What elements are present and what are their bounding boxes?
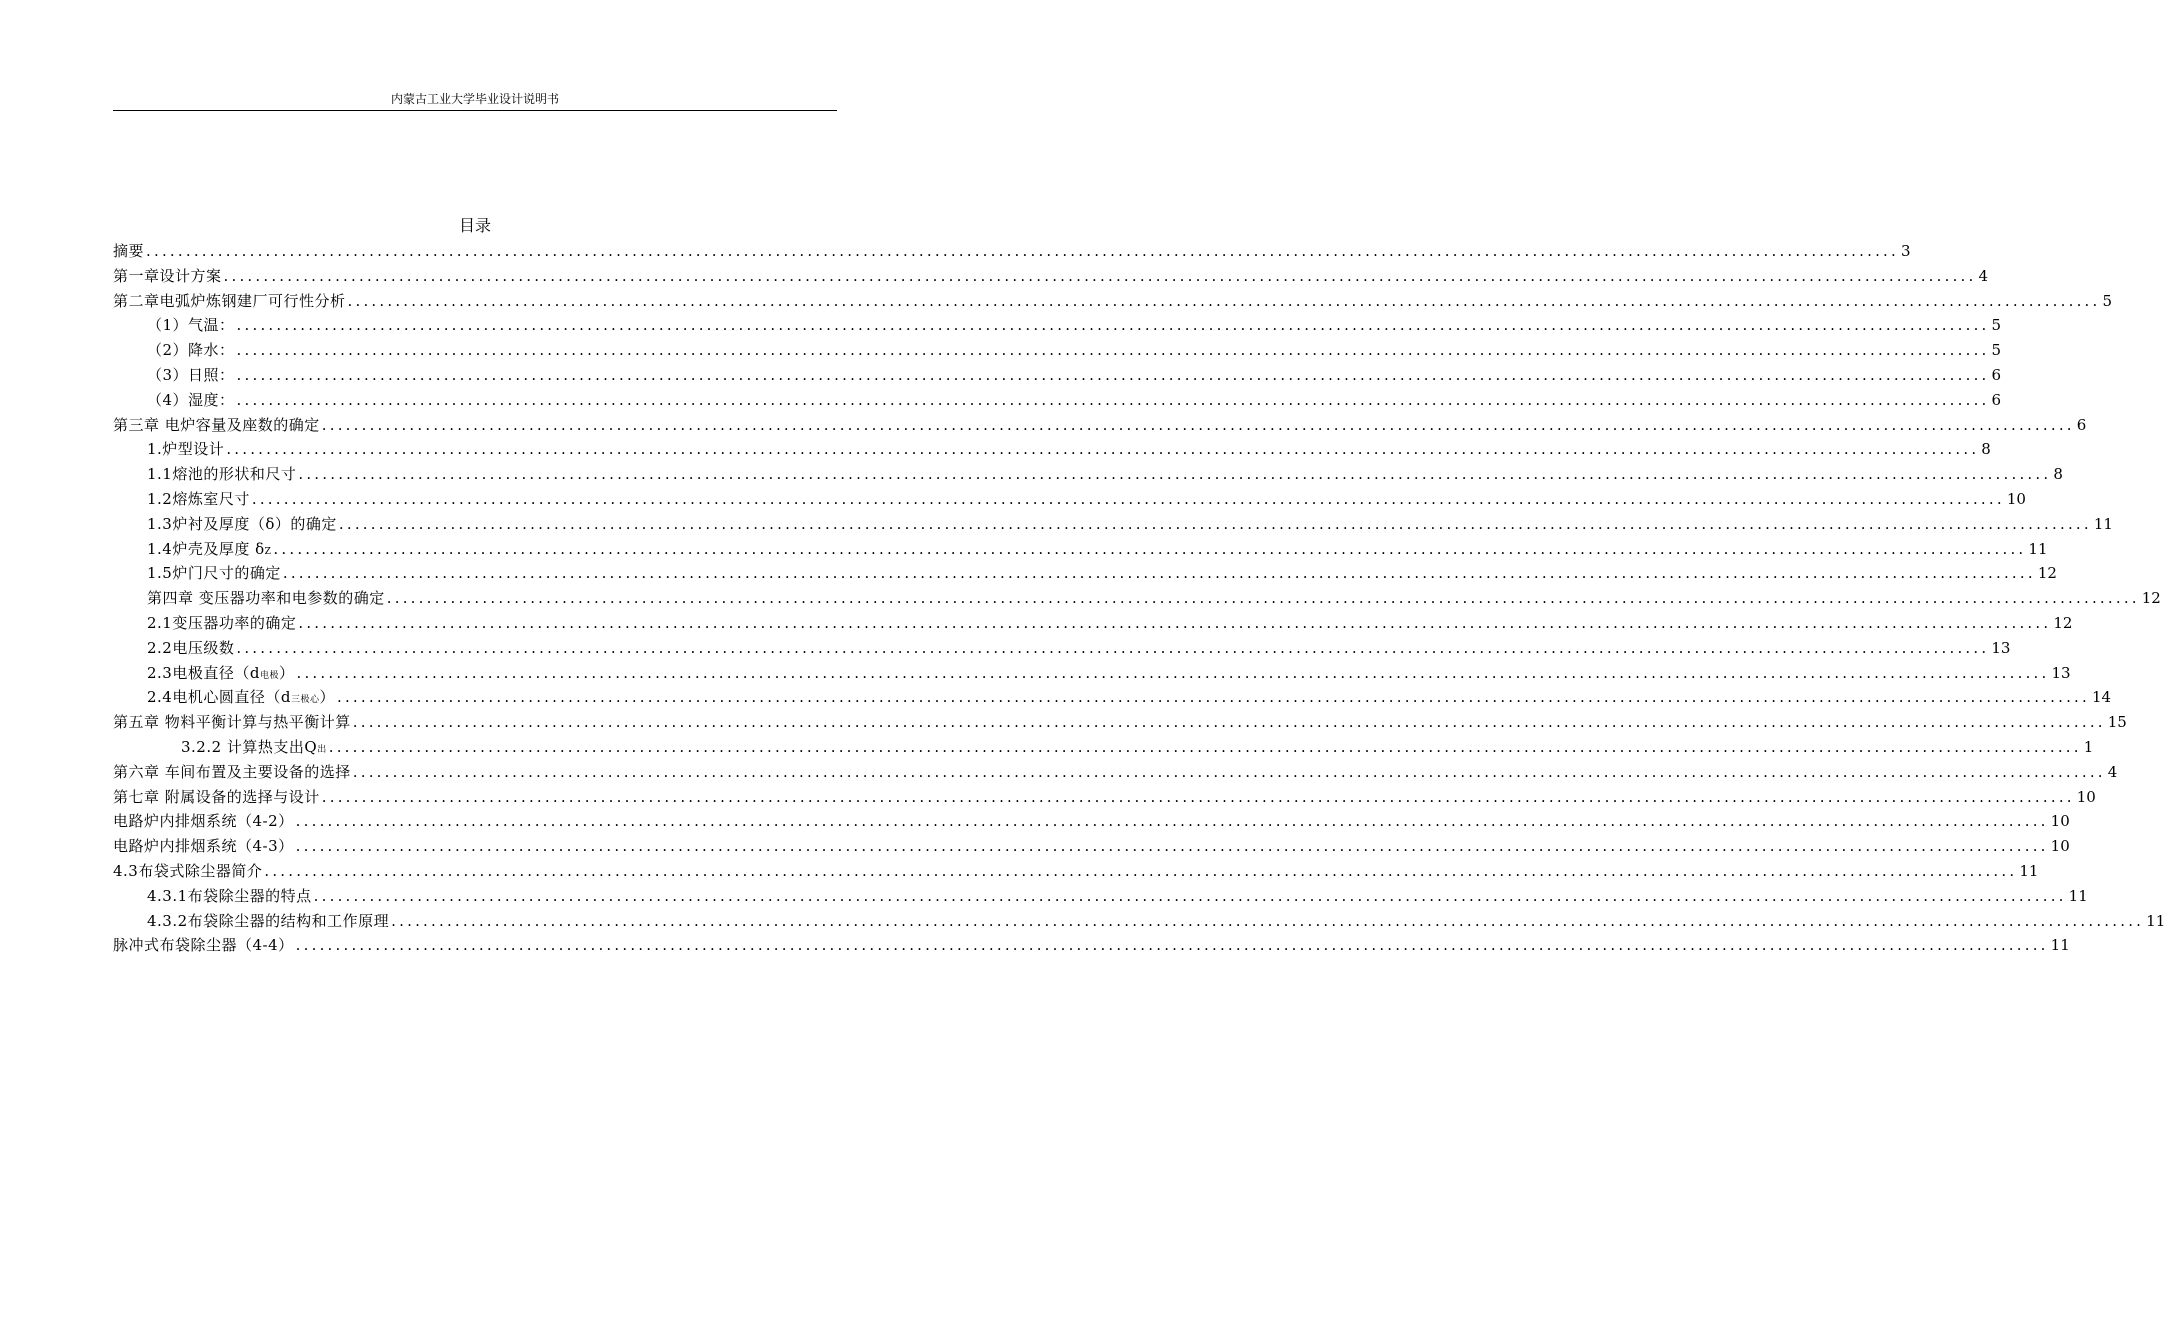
toc-leader-dots: ............................................................................................................................................................................................................................ bbox=[321, 787, 2075, 806]
toc-page-number: 10 bbox=[2006, 489, 2026, 508]
toc-leader-dots: ............................................................................................................................................................................................................................ bbox=[352, 762, 2106, 781]
toc-leader-dots: ............................................................................................................................................................................................................................ bbox=[236, 316, 1990, 335]
toc-leader-dots: ............................................................................................................................................................................................................................ bbox=[347, 291, 2101, 310]
toc-page-number: 11 bbox=[2068, 886, 2088, 905]
toc-entry-label: 2.1变压器功率的确定 bbox=[147, 613, 297, 632]
toc-entry-text bbox=[113, 785, 320, 810]
toc-page-number: 14 bbox=[2091, 688, 2112, 707]
toc-entry[interactable] bbox=[113, 512, 2113, 537]
toc-entry[interactable] bbox=[113, 809, 2070, 834]
toc-leader-dots: ............................................................................................................................................................................................................................ bbox=[298, 613, 2052, 632]
toc-page-number: 8 bbox=[2053, 465, 2063, 484]
toc-entry-label: 2.4电机心圆直径（d bbox=[147, 688, 291, 707]
toc-entry-label: 摘要 bbox=[113, 242, 145, 260]
toc-entry-text bbox=[181, 735, 327, 763]
toc-entry-text bbox=[113, 933, 294, 958]
toc-entry-label: 1.4炉壳及厚度 δ bbox=[147, 539, 265, 558]
toc-entry[interactable] bbox=[113, 561, 2057, 586]
toc-entry[interactable] bbox=[113, 859, 2039, 884]
toc-leader-dots: ............................................................................................................................................................................................................................ bbox=[352, 713, 2106, 732]
toc-page-number: 11 bbox=[2093, 514, 2113, 533]
toc-leader-dots: ............................................................................................................................................................................................................................ bbox=[337, 688, 2090, 707]
header-text: 内蒙古工业大学毕业设计说明书 bbox=[390, 92, 559, 106]
toc-leader-dots: ............................................................................................................................................................................................................................ bbox=[386, 589, 2140, 608]
toc-entry-text bbox=[147, 437, 224, 462]
toc-page-number: 6 bbox=[2076, 415, 2087, 434]
toc-entry[interactable] bbox=[113, 313, 2002, 338]
toc-entry-text bbox=[147, 586, 385, 611]
toc-entry[interactable] bbox=[113, 437, 1991, 462]
toc-entry[interactable] bbox=[113, 661, 2071, 686]
toc-entry-text bbox=[147, 363, 235, 388]
toc-page-number: 4 bbox=[2107, 762, 2118, 781]
toc-entry[interactable] bbox=[113, 487, 2026, 512]
toc-entry-label: 第四章 变压器功率和电参数的确定 bbox=[147, 589, 385, 608]
toc-leader-dots: ............................................................................................................................................................................................................................ bbox=[321, 415, 2075, 434]
toc-entry-label: 脉冲式布袋除尘器（4-4） bbox=[113, 936, 294, 955]
toc-entry-label: 1.炉型设计 bbox=[147, 440, 225, 459]
toc-entry-text bbox=[147, 338, 235, 363]
toc-entry-text bbox=[147, 388, 235, 413]
toc-entry-label: 1.5炉门尺寸的确定 bbox=[147, 564, 281, 583]
toc-entry-label: 第七章 附属设备的选择与设计 bbox=[113, 787, 320, 806]
toc-entry-label: 2.3电极直径（d bbox=[147, 663, 260, 682]
toc-entry[interactable] bbox=[113, 462, 2063, 487]
toc-entry[interactable] bbox=[113, 710, 2127, 735]
toc-entry-subscript: 出 bbox=[317, 744, 327, 755]
toc-entry-subscript: Z bbox=[264, 546, 272, 557]
toc-entry-label: （4）湿度： bbox=[147, 390, 235, 409]
toc-title: 目录 bbox=[458, 216, 491, 235]
toc-entry-subscript: 三极心 bbox=[290, 695, 320, 706]
toc-entry[interactable] bbox=[113, 264, 1989, 289]
toc-entry[interactable] bbox=[113, 834, 2070, 859]
toc-entry-label: 4.3.1布袋除尘器的特点 bbox=[147, 886, 312, 905]
toc-entry-label: 第二章电弧炉炼钢建厂可行性分析 bbox=[113, 291, 346, 310]
toc-entry-text bbox=[147, 685, 335, 713]
toc-leader-dots: ............................................................................................................................................................................................................................ bbox=[226, 440, 1980, 459]
toc-leader-dots: ............................................................................................................................................................................................................................ bbox=[328, 737, 2082, 756]
toc-entry-text bbox=[113, 809, 294, 834]
toc-leader-dots: ............................................................................................................................................................................................................................ bbox=[313, 886, 2067, 905]
toc-page-number: 6 bbox=[1991, 365, 2002, 384]
toc-entry-label: 1.3炉衬及厚度（δ）的确定 bbox=[147, 514, 337, 533]
toc-page-number: 5 bbox=[1991, 341, 2002, 360]
toc-entry[interactable] bbox=[113, 239, 1911, 264]
toc-list bbox=[113, 239, 2165, 958]
toc-entry-label: 第一章设计方案 bbox=[113, 266, 222, 285]
toc-entry[interactable] bbox=[113, 388, 2002, 413]
toc-leader-dots: ............................................................................................................................................................................................................................ bbox=[236, 341, 1990, 360]
toc-leader-dots: ............................................................................................................................................................................................................................ bbox=[295, 936, 2049, 955]
toc-entry-suffix: ） bbox=[319, 688, 335, 707]
toc-entry-label: 第五章 物料平衡计算与热平衡计算 bbox=[113, 713, 351, 732]
toc-leader-dots: ............................................................................................................................................................................................................................ bbox=[296, 663, 2050, 682]
toc-page-number: 12 bbox=[2037, 564, 2057, 583]
toc-leader-dots: ............................................................................................................................................................................................................................ bbox=[295, 812, 2049, 831]
toc-entry-text bbox=[147, 661, 295, 689]
toc-entry-label: 电路炉内排烟系统（4-2） bbox=[113, 812, 294, 831]
toc-entry-text bbox=[113, 289, 346, 314]
toc-leader-dots: ............................................................................................................................................................................................................................ bbox=[338, 514, 2092, 533]
toc-leader-dots: ............................................................................................................................................................................................................................ bbox=[251, 489, 2005, 508]
toc-page-number: 11 bbox=[2146, 911, 2165, 930]
toc-entry-label: 第三章 电炉容量及座数的确定 bbox=[113, 415, 320, 434]
toc-entry-text bbox=[147, 487, 250, 512]
toc-entry-label: 1.2熔炼室尺寸 bbox=[147, 489, 250, 508]
toc-entry[interactable] bbox=[113, 537, 2048, 562]
toc-leader-dots: ............................................................................................................................................................................................................................ bbox=[295, 837, 2049, 856]
toc-entry-subscript: 电极 bbox=[259, 670, 279, 681]
toc-entry-text bbox=[113, 710, 351, 735]
toc-entry-text bbox=[147, 537, 271, 565]
toc-entry-text bbox=[147, 636, 234, 661]
toc-entry[interactable] bbox=[113, 636, 2011, 661]
toc-page-number: 10 bbox=[2050, 812, 2070, 831]
toc-page-number: 13 bbox=[2051, 663, 2071, 682]
toc-entry[interactable] bbox=[113, 289, 2113, 314]
toc-entry-label: 3.2.2 计算热支出Q bbox=[181, 737, 318, 756]
toc-entry-label: （3）日照： bbox=[147, 365, 235, 384]
toc-page-number: 11 bbox=[2028, 539, 2048, 558]
toc-entry[interactable] bbox=[113, 735, 2094, 760]
toc-page-number: 15 bbox=[2107, 713, 2127, 732]
toc-leader-dots: ............................................................................................................................................................................................................................ bbox=[282, 564, 2036, 583]
toc-entry[interactable] bbox=[113, 611, 2073, 636]
toc-entry[interactable] bbox=[113, 933, 2070, 958]
toc-page-number: 4 bbox=[1978, 266, 1989, 285]
toc-page-number: 5 bbox=[1991, 316, 2002, 335]
toc-page-number: 10 bbox=[2050, 837, 2070, 856]
toc-page-number: 13 bbox=[1991, 638, 2011, 657]
toc-leader-dots: ............................................................................................................................................................................................................................ bbox=[391, 911, 2145, 930]
toc-leader-dots: ............................................................................................................................................................................................................................ bbox=[146, 242, 1899, 260]
toc-leader-dots: ............................................................................................................................................................................................................................ bbox=[236, 638, 1990, 657]
toc-entry-text bbox=[147, 884, 312, 909]
toc-entry[interactable] bbox=[113, 785, 2096, 810]
toc-entry-label: （1）气温： bbox=[147, 316, 235, 335]
toc-entry[interactable] bbox=[113, 586, 2161, 611]
toc-entry[interactable] bbox=[113, 760, 2118, 785]
toc-entry-text bbox=[113, 239, 144, 264]
toc-entry[interactable] bbox=[113, 909, 2165, 934]
toc-page-number: 1 bbox=[2083, 737, 2094, 756]
toc-entry-label: 1.1熔池的形状和尺寸 bbox=[147, 465, 297, 484]
toc-page-number: 12 bbox=[2053, 613, 2073, 632]
toc-entry-text bbox=[147, 313, 235, 338]
toc-page-number: 10 bbox=[2076, 787, 2096, 806]
toc-entry-text bbox=[147, 462, 296, 487]
toc-entry-text bbox=[147, 909, 389, 934]
toc-entry[interactable] bbox=[113, 685, 2112, 710]
toc-page-number: 11 bbox=[2019, 861, 2039, 880]
toc-entry-label: 4.3布袋式除尘器简介 bbox=[113, 861, 263, 880]
toc-entry-suffix: ） bbox=[278, 663, 295, 682]
toc-entry[interactable] bbox=[113, 363, 2002, 388]
toc-entry-label: 2.2电压级数 bbox=[147, 638, 235, 657]
toc-page-number: 6 bbox=[1991, 390, 2002, 409]
toc-entry-text bbox=[113, 760, 351, 785]
page-header bbox=[113, 92, 837, 111]
toc-entry[interactable] bbox=[113, 338, 2002, 363]
toc-entry-label: （2）降水： bbox=[147, 341, 235, 360]
toc-leader-dots: ............................................................................................................................................................................................................................ bbox=[264, 861, 2018, 880]
toc-page-number: 8 bbox=[1981, 440, 1991, 459]
toc-entry-label: 第六章 车间布置及主要设备的选择 bbox=[113, 762, 351, 781]
toc-page-number: 5 bbox=[2102, 291, 2113, 310]
toc-entry-text bbox=[113, 413, 320, 438]
toc-entry-text bbox=[113, 264, 222, 289]
toc-entry-text bbox=[147, 611, 296, 636]
toc-entry-text bbox=[113, 834, 294, 859]
toc-leader-dots: ............................................................................................................................................................................................................................ bbox=[273, 539, 2027, 558]
toc-leader-dots: ............................................................................................................................................................................................................................ bbox=[298, 465, 2052, 484]
toc-leader-dots: ............................................................................................................................................................................................................................ bbox=[223, 266, 1977, 285]
toc-entry-label: 4.3.2布袋除尘器的结构和工作原理 bbox=[147, 911, 390, 930]
toc-entry[interactable] bbox=[113, 413, 2087, 438]
toc-page-number: 11 bbox=[2050, 936, 2070, 955]
toc-entry-text bbox=[147, 512, 337, 537]
toc-entry-text bbox=[113, 859, 262, 884]
toc-page-number: 12 bbox=[2141, 589, 2161, 608]
toc-page-number: 3 bbox=[1901, 242, 1911, 260]
toc-leader-dots: ............................................................................................................................................................................................................................ bbox=[236, 365, 1990, 384]
toc-entry-text bbox=[147, 561, 281, 586]
toc-entry[interactable] bbox=[113, 884, 2088, 909]
toc-leader-dots: ............................................................................................................................................................................................................................ bbox=[236, 390, 1990, 409]
toc-entry-label: 电路炉内排烟系统（4-3） bbox=[113, 837, 294, 856]
